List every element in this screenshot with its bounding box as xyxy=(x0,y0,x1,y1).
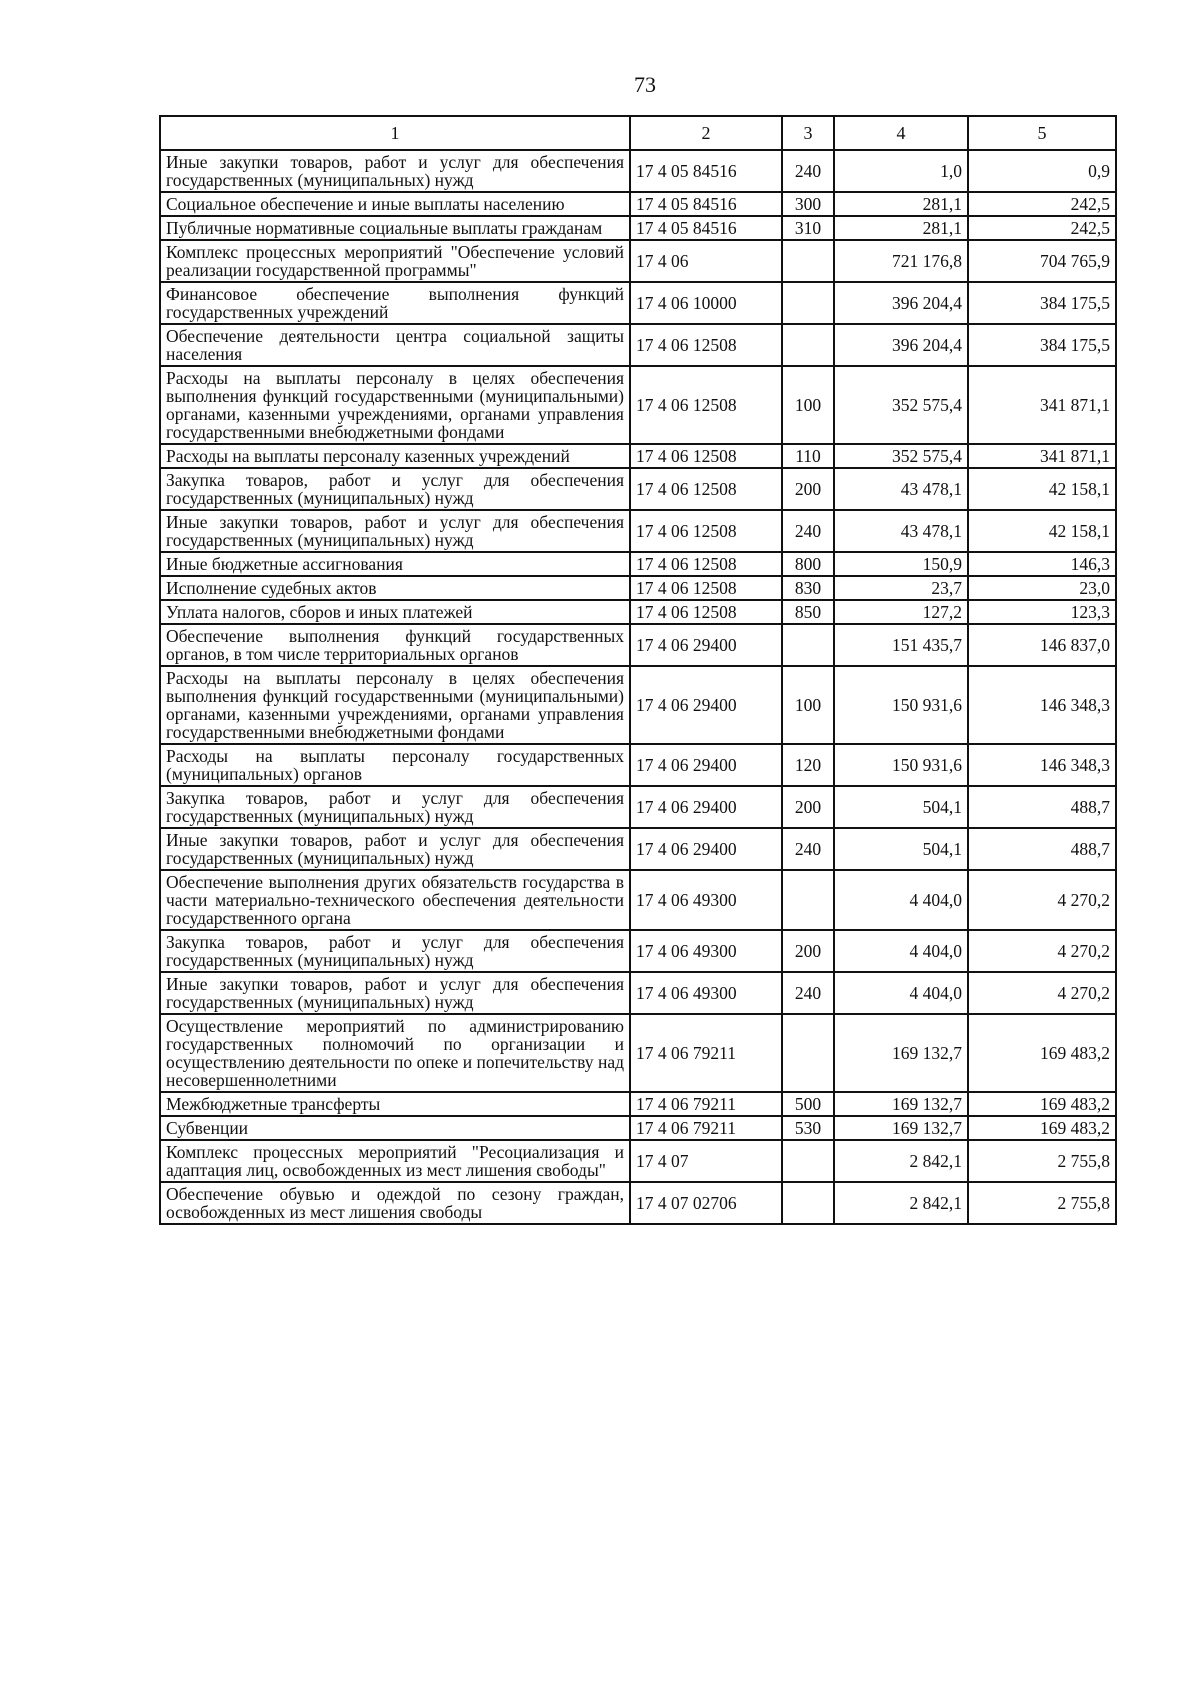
row-expense-type-cell: 120 xyxy=(782,744,834,786)
row-amount-col4-cell: 504,1 xyxy=(834,828,968,870)
row-amount-col4-cell: 2 842,1 xyxy=(834,1182,968,1224)
table-row xyxy=(160,576,1116,600)
table-row xyxy=(160,216,1116,240)
row-expense-type-cell: 240 xyxy=(782,828,834,870)
row-expense-type-cell: 200 xyxy=(782,786,834,828)
row-name-cell: Обеспечение деятельности центра социальной защиты населения xyxy=(160,324,630,366)
row-name-cell: Обеспечение выполнения других обязательств государства в части материально-технического обеспечения деятельности государственного органа xyxy=(160,870,630,930)
row-name-cell: Публичные нормативные социальные выплаты гражданам xyxy=(160,216,630,240)
column-header: 1 xyxy=(160,116,630,150)
row-amount-col4-cell: 2 842,1 xyxy=(834,1140,968,1182)
budget-table xyxy=(159,115,1117,1225)
row-amount-col4-cell: 169 132,7 xyxy=(834,1116,968,1140)
row-amount-col4-cell: 281,1 xyxy=(834,216,968,240)
row-name-cell: Комплекс процессных мероприятий "Ресоциализация и адаптация лиц, освобожденных из мест лишения свободы" xyxy=(160,1140,630,1182)
row-name-cell: Расходы на выплаты персоналу казенных учреждений xyxy=(160,444,630,468)
row-amount-col5-cell: 146 348,3 xyxy=(968,666,1116,744)
table-row xyxy=(160,150,1116,192)
row-expense-type-cell xyxy=(782,624,834,666)
row-code-cell: 17 4 06 49300 xyxy=(630,972,782,1014)
row-amount-col5-cell: 488,7 xyxy=(968,786,1116,828)
row-code-cell: 17 4 06 12508 xyxy=(630,324,782,366)
row-name-cell: Иные закупки товаров, работ и услуг для обеспечения государственных (муниципальных) нужд xyxy=(160,972,630,1014)
table-row xyxy=(160,192,1116,216)
row-expense-type-cell: 100 xyxy=(782,666,834,744)
table-row xyxy=(160,972,1116,1014)
row-code-cell: 17 4 06 29400 xyxy=(630,744,782,786)
table-row xyxy=(160,1092,1116,1116)
table-row xyxy=(160,240,1116,282)
page-number: 73 xyxy=(634,72,656,97)
row-amount-col4-cell: 43 478,1 xyxy=(834,510,968,552)
row-amount-col5-cell: 123,3 xyxy=(968,600,1116,624)
row-name-cell: Закупка товаров, работ и услуг для обеспечения государственных (муниципальных) нужд xyxy=(160,786,630,828)
row-amount-col4-cell: 127,2 xyxy=(834,600,968,624)
row-expense-type-cell: 530 xyxy=(782,1116,834,1140)
row-amount-col4-cell: 23,7 xyxy=(834,576,968,600)
table-row xyxy=(160,828,1116,870)
column-header: 2 xyxy=(630,116,782,150)
row-code-cell: 17 4 06 49300 xyxy=(630,930,782,972)
row-name-cell: Расходы на выплаты персоналу государственных (муниципальных) органов xyxy=(160,744,630,786)
row-name-cell: Расходы на выплаты персоналу в целях обеспечения выполнения функций государственными (муниципальными) органами, казенными учреждениями, органами управления государственными внебюджетными фондами xyxy=(160,366,630,444)
table-row xyxy=(160,786,1116,828)
row-amount-col5-cell: 169 483,2 xyxy=(968,1116,1116,1140)
row-name-cell: Финансовое обеспечение выполнения функций государственных учреждений xyxy=(160,282,630,324)
row-amount-col4-cell: 504,1 xyxy=(834,786,968,828)
row-amount-col4-cell: 169 132,7 xyxy=(834,1092,968,1116)
row-code-cell: 17 4 06 29400 xyxy=(630,828,782,870)
row-amount-col5-cell: 4 270,2 xyxy=(968,930,1116,972)
row-name-cell: Комплекс процессных мероприятий "Обеспечение условий реализации государственной программы" xyxy=(160,240,630,282)
row-amount-col5-cell: 4 270,2 xyxy=(968,972,1116,1014)
row-amount-col4-cell: 4 404,0 xyxy=(834,972,968,1014)
row-name-cell: Иные закупки товаров, работ и услуг для обеспечения государственных (муниципальных) нужд xyxy=(160,828,630,870)
row-expense-type-cell xyxy=(782,1182,834,1224)
row-amount-col4-cell: 1,0 xyxy=(834,150,968,192)
row-name-cell: Закупка товаров, работ и услуг для обеспечения государственных (муниципальных) нужд xyxy=(160,468,630,510)
column-header: 4 xyxy=(834,116,968,150)
table-row xyxy=(160,624,1116,666)
table-row xyxy=(160,1116,1116,1140)
row-amount-col5-cell: 384 175,5 xyxy=(968,324,1116,366)
row-expense-type-cell: 240 xyxy=(782,972,834,1014)
row-name-cell: Субвенции xyxy=(160,1116,630,1140)
row-amount-col5-cell: 2 755,8 xyxy=(968,1182,1116,1224)
row-expense-type-cell: 110 xyxy=(782,444,834,468)
row-expense-type-cell xyxy=(782,870,834,930)
row-code-cell: 17 4 06 12508 xyxy=(630,552,782,576)
row-name-cell: Обеспечение выполнения функций государственных органов, в том числе территориальных органов xyxy=(160,624,630,666)
row-amount-col4-cell: 43 478,1 xyxy=(834,468,968,510)
row-amount-col5-cell: 146 348,3 xyxy=(968,744,1116,786)
table-header-row xyxy=(160,116,1116,150)
table-row xyxy=(160,468,1116,510)
row-code-cell: 17 4 06 12508 xyxy=(630,600,782,624)
row-amount-col4-cell: 150 931,6 xyxy=(834,666,968,744)
table-row xyxy=(160,324,1116,366)
row-amount-col5-cell: 0,9 xyxy=(968,150,1116,192)
column-header: 5 xyxy=(968,116,1116,150)
row-amount-col5-cell: 23,0 xyxy=(968,576,1116,600)
table-row xyxy=(160,666,1116,744)
row-code-cell: 17 4 06 12508 xyxy=(630,576,782,600)
row-name-cell: Осуществление мероприятий по администрированию государственных полномочий по организации и осуществлению деятельности по опеке и попечительству над несовершеннолетними xyxy=(160,1014,630,1092)
row-code-cell: 17 4 06 12508 xyxy=(630,468,782,510)
row-code-cell: 17 4 05 84516 xyxy=(630,192,782,216)
table-row xyxy=(160,510,1116,552)
row-code-cell: 17 4 07 xyxy=(630,1140,782,1182)
table-row xyxy=(160,552,1116,576)
table-row xyxy=(160,1140,1116,1182)
row-expense-type-cell: 310 xyxy=(782,216,834,240)
table-row xyxy=(160,870,1116,930)
table-row xyxy=(160,600,1116,624)
row-amount-col4-cell: 281,1 xyxy=(834,192,968,216)
row-amount-col5-cell: 146,3 xyxy=(968,552,1116,576)
row-amount-col5-cell: 341 871,1 xyxy=(968,444,1116,468)
row-code-cell: 17 4 06 29400 xyxy=(630,666,782,744)
row-name-cell: Исполнение судебных актов xyxy=(160,576,630,600)
row-expense-type-cell xyxy=(782,1140,834,1182)
row-amount-col5-cell: 384 175,5 xyxy=(968,282,1116,324)
row-code-cell: 17 4 06 79211 xyxy=(630,1014,782,1092)
table-body xyxy=(160,150,1116,1224)
row-code-cell: 17 4 06 12508 xyxy=(630,510,782,552)
row-amount-col4-cell: 396 204,4 xyxy=(834,282,968,324)
row-name-cell: Иные закупки товаров, работ и услуг для обеспечения государственных (муниципальных) нужд xyxy=(160,150,630,192)
row-expense-type-cell: 200 xyxy=(782,930,834,972)
row-amount-col4-cell: 721 176,8 xyxy=(834,240,968,282)
table-row xyxy=(160,930,1116,972)
row-code-cell: 17 4 06 12508 xyxy=(630,444,782,468)
row-amount-col4-cell: 150,9 xyxy=(834,552,968,576)
row-code-cell: 17 4 06 79211 xyxy=(630,1116,782,1140)
row-code-cell: 17 4 05 84516 xyxy=(630,150,782,192)
row-expense-type-cell: 240 xyxy=(782,150,834,192)
row-expense-type-cell: 800 xyxy=(782,552,834,576)
row-amount-col5-cell: 704 765,9 xyxy=(968,240,1116,282)
table-row xyxy=(160,1014,1116,1092)
row-name-cell: Иные бюджетные ассигнования xyxy=(160,552,630,576)
row-amount-col5-cell: 169 483,2 xyxy=(968,1014,1116,1092)
row-amount-col5-cell: 169 483,2 xyxy=(968,1092,1116,1116)
row-code-cell: 17 4 06 49300 xyxy=(630,870,782,930)
row-code-cell: 17 4 06 79211 xyxy=(630,1092,782,1116)
row-name-cell: Расходы на выплаты персоналу в целях обеспечения выполнения функций государственными (муниципальными) органами, казенными учреждениями, органами управления государственными внебюджетными фондами xyxy=(160,666,630,744)
row-expense-type-cell xyxy=(782,1014,834,1092)
row-amount-col4-cell: 151 435,7 xyxy=(834,624,968,666)
row-amount-col5-cell: 42 158,1 xyxy=(968,510,1116,552)
row-amount-col4-cell: 352 575,4 xyxy=(834,366,968,444)
row-code-cell: 17 4 05 84516 xyxy=(630,216,782,240)
row-amount-col5-cell: 242,5 xyxy=(968,192,1116,216)
row-code-cell: 17 4 07 02706 xyxy=(630,1182,782,1224)
row-amount-col4-cell: 169 132,7 xyxy=(834,1014,968,1092)
row-name-cell: Межбюджетные трансферты xyxy=(160,1092,630,1116)
row-code-cell: 17 4 06 29400 xyxy=(630,624,782,666)
row-expense-type-cell: 500 xyxy=(782,1092,834,1116)
row-amount-col5-cell: 242,5 xyxy=(968,216,1116,240)
row-amount-col5-cell: 42 158,1 xyxy=(968,468,1116,510)
row-expense-type-cell: 100 xyxy=(782,366,834,444)
row-name-cell: Закупка товаров, работ и услуг для обеспечения государственных (муниципальных) нужд xyxy=(160,930,630,972)
row-amount-col5-cell: 341 871,1 xyxy=(968,366,1116,444)
row-code-cell: 17 4 06 29400 xyxy=(630,786,782,828)
row-expense-type-cell: 850 xyxy=(782,600,834,624)
row-amount-col5-cell: 2 755,8 xyxy=(968,1140,1116,1182)
row-amount-col5-cell: 146 837,0 xyxy=(968,624,1116,666)
row-amount-col4-cell: 396 204,4 xyxy=(834,324,968,366)
row-amount-col4-cell: 4 404,0 xyxy=(834,930,968,972)
row-expense-type-cell: 240 xyxy=(782,510,834,552)
row-expense-type-cell xyxy=(782,240,834,282)
table-row xyxy=(160,366,1116,444)
row-name-cell: Иные закупки товаров, работ и услуг для обеспечения государственных (муниципальных) нужд xyxy=(160,510,630,552)
row-expense-type-cell: 830 xyxy=(782,576,834,600)
table-row xyxy=(160,1182,1116,1224)
row-amount-col4-cell: 4 404,0 xyxy=(834,870,968,930)
row-code-cell: 17 4 06 xyxy=(630,240,782,282)
column-header: 3 xyxy=(782,116,834,150)
row-code-cell: 17 4 06 12508 xyxy=(630,366,782,444)
table-row xyxy=(160,744,1116,786)
row-amount-col5-cell: 488,7 xyxy=(968,828,1116,870)
row-expense-type-cell xyxy=(782,324,834,366)
row-amount-col4-cell: 352 575,4 xyxy=(834,444,968,468)
row-expense-type-cell: 300 xyxy=(782,192,834,216)
row-code-cell: 17 4 06 10000 xyxy=(630,282,782,324)
row-amount-col5-cell: 4 270,2 xyxy=(968,870,1116,930)
table-row xyxy=(160,282,1116,324)
table-row xyxy=(160,444,1116,468)
row-name-cell: Уплата налогов, сборов и иных платежей xyxy=(160,600,630,624)
row-expense-type-cell xyxy=(782,282,834,324)
row-amount-col4-cell: 150 931,6 xyxy=(834,744,968,786)
row-expense-type-cell: 200 xyxy=(782,468,834,510)
row-name-cell: Обеспечение обувью и одеждой по сезону граждан, освобожденных из мест лишения свободы xyxy=(160,1182,630,1224)
row-name-cell: Социальное обеспечение и иные выплаты населению xyxy=(160,192,630,216)
